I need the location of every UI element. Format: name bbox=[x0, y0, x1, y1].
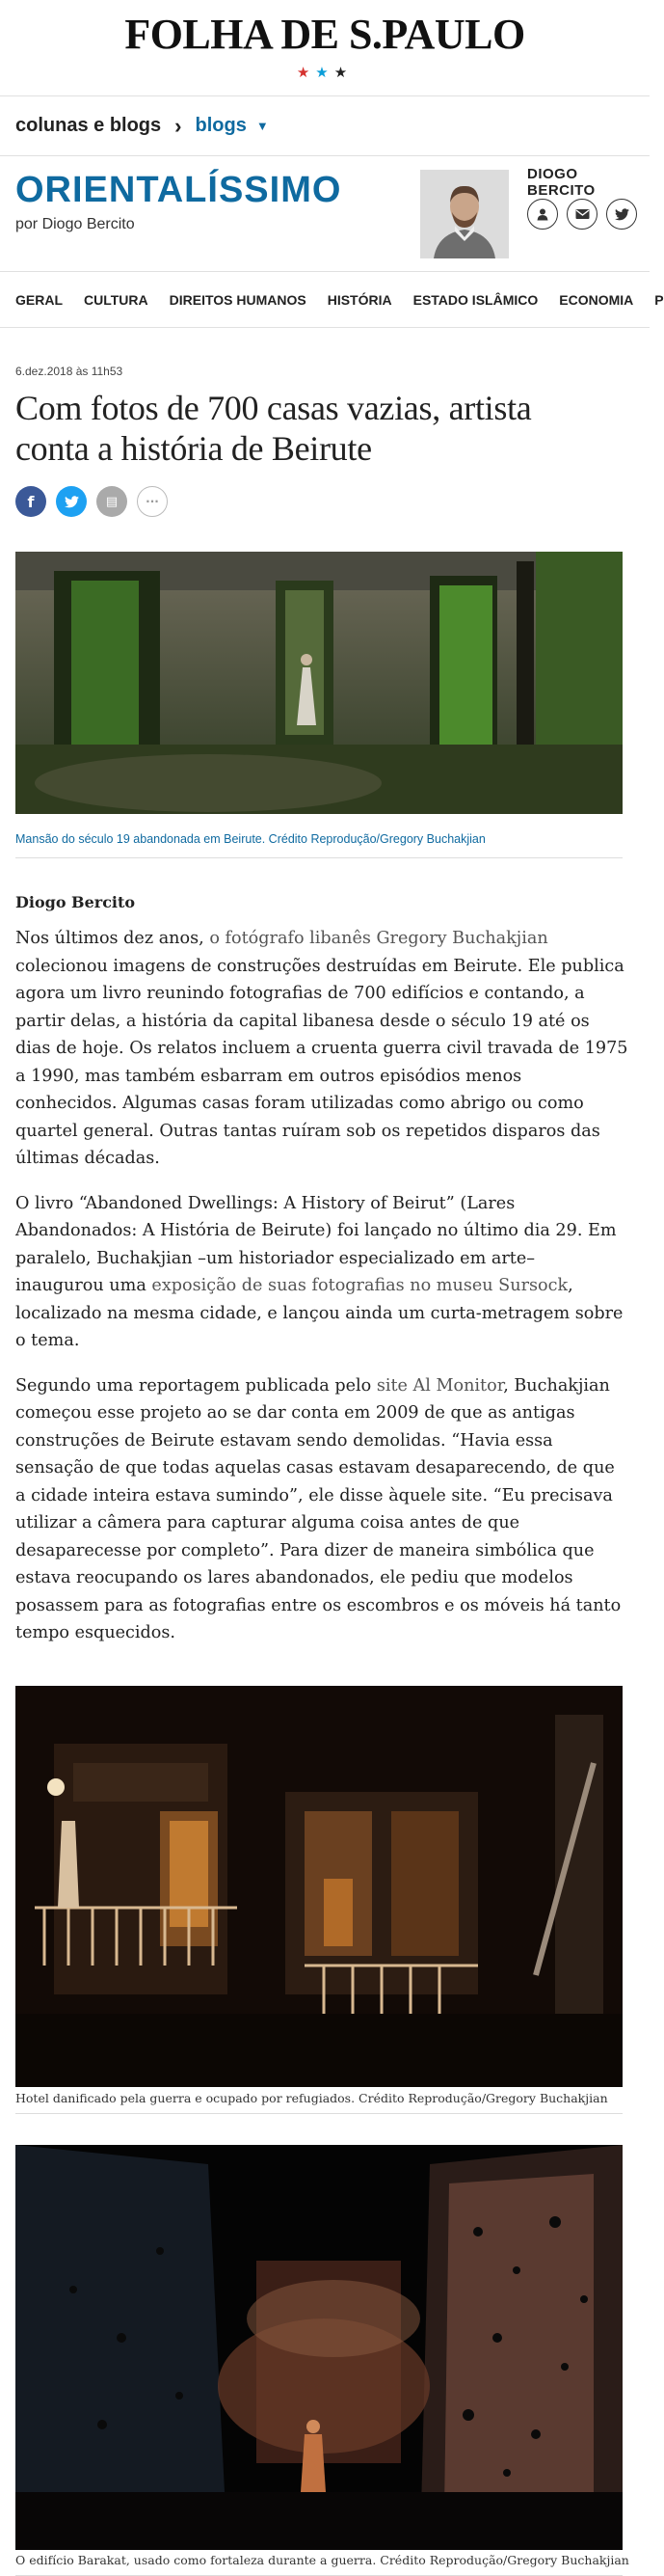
caret-down-icon[interactable]: ▼ bbox=[255, 119, 269, 133]
facebook-icon: f bbox=[27, 492, 35, 511]
article-photo-barakat-building[interactable] bbox=[15, 2145, 623, 2550]
blog-byline: por Diogo Bercito bbox=[15, 216, 135, 232]
more-icon: ··· bbox=[146, 495, 159, 508]
photographer-link[interactable]: o fotógrafo libanês Gregory Buchakjian bbox=[209, 929, 548, 948]
twitter-icon bbox=[65, 496, 79, 508]
logo-stars bbox=[0, 64, 650, 81]
paragraph-text: O livro “Abandoned Dwellings: A History of Beirut” (Lares Abandonados: A História de Beirute) foi lançado no último dia 29. Em paralelo, Buchakjian –um historiador especializado em arte– inaugurou uma bbox=[15, 1193, 617, 1295]
star-icon: ★ bbox=[315, 64, 334, 81]
article-headline: Com fotos de 700 casas vazias, artista conta a história de Beirute bbox=[15, 389, 532, 468]
site-logo[interactable]: FOLHA DE S.PAULO bbox=[124, 11, 525, 58]
al-monitor-link[interactable]: site Al Monitor bbox=[376, 1375, 504, 1396]
photo-caption: O edifício Barakat, usado como fortaleza durante a guerra. Crédito Reprodução/Gregory Buchakjian bbox=[15, 2552, 629, 2567]
user-icon bbox=[536, 207, 549, 221]
share-twitter-button[interactable] bbox=[56, 486, 87, 517]
share-bar bbox=[15, 486, 634, 517]
breadcrumb-current-dropdown[interactable]: blogs bbox=[195, 115, 247, 136]
nav-item-direitos-humanos[interactable]: DIREITOS HUMANOS bbox=[169, 291, 306, 308]
section-nav bbox=[0, 272, 664, 328]
publish-date: 6.dez.2018 às 11h53 bbox=[15, 365, 123, 378]
author-name: DIOGO BERCITO bbox=[527, 166, 596, 199]
exhibition-link[interactable]: exposição de suas fotografias no museu Sursock bbox=[151, 1276, 569, 1295]
email-button[interactable] bbox=[567, 199, 598, 230]
twitter-icon bbox=[615, 208, 629, 221]
author-avatar bbox=[420, 170, 509, 258]
twitter-button[interactable] bbox=[606, 199, 637, 230]
chevron-right-icon: › bbox=[174, 113, 182, 138]
article-paragraph bbox=[15, 1372, 628, 1647]
star-icon: ★ bbox=[296, 64, 316, 81]
nav-item-estado-islamico[interactable]: ESTADO ISLÂMICO bbox=[412, 291, 539, 308]
article-paragraph bbox=[15, 1190, 628, 1355]
article bbox=[0, 365, 650, 2576]
nav-item-economia[interactable]: ECONOMIA bbox=[559, 291, 634, 308]
caption-divider bbox=[15, 2575, 623, 2576]
photo-caption: Hotel danificado pela guerra e ocupado por refugiados. Crédito Reprodução/Gregory Buchakjian bbox=[15, 2090, 608, 2105]
article-photo-abandoned-mansion[interactable] bbox=[15, 552, 623, 814]
paragraph-text: , Buchakjian começou esse projeto ao se dar conta em 2009 de que as antigas construções de Beirute estavam sendo demolidas. “Havia essa sensação de que todas aquelas casas estavam desaparecendo, de que a cidade inteira estava sumindo”, ele disse àquele site. “Eu precisava utilizar a câmera para capturar alguma coisa antes de que desaparecesse por completo”. Para dizer de maneira simbólica que estava reocupando os lares abandonados, ele pediu que modelos posassem para as fotografias entre os escombros e os móveis há tanto tempo esquecidos. bbox=[15, 1375, 622, 1642]
breadcrumb bbox=[0, 96, 650, 156]
share-comment-button[interactable] bbox=[96, 486, 127, 517]
caption-divider bbox=[15, 2113, 623, 2114]
share-more-button[interactable] bbox=[137, 486, 168, 517]
comment-icon: ▤ bbox=[105, 494, 119, 509]
blog-title[interactable]: ORIENTALÍSSIMO bbox=[15, 170, 342, 210]
profile-button[interactable] bbox=[527, 199, 558, 230]
nav-item-cultura[interactable]: CULTURA bbox=[84, 291, 148, 308]
caption-divider bbox=[15, 857, 623, 858]
paragraph-text: , localizado na mesma cidade, e lançou ainda um curta-metragem sobre o tema. bbox=[15, 1276, 624, 1350]
article-author: Diogo Bercito bbox=[15, 893, 136, 911]
share-facebook-button[interactable] bbox=[15, 486, 46, 517]
article-paragraph bbox=[15, 925, 628, 1173]
nav-item-historia[interactable]: HISTÓRIA bbox=[327, 291, 392, 308]
article-photo-damaged-hotel[interactable] bbox=[15, 1686, 623, 2087]
paragraph-text: Nos últimos dez anos, bbox=[15, 929, 210, 948]
envelope-icon bbox=[575, 208, 590, 220]
breadcrumb-parent-link[interactable]: colunas e blogs bbox=[15, 115, 162, 136]
nav-item-geral[interactable]: GERAL bbox=[15, 291, 63, 308]
paragraph-text: Segundo uma reportagem publicada pelo bbox=[15, 1375, 377, 1396]
photo-caption: Mansão do século 19 abandonada em Beirute. Crédito Reprodução/Gregory Buchakjian bbox=[15, 832, 486, 846]
paragraph-text: colecionou imagens de construções destruídas em Beirute. Ele publica agora um livro reunindo fotografias de 700 edifícios e contando, a partir delas, a história da capital libanesa desde o século 19 até os dias de hoje. Os relatos incluem a cruenta guerra civil travada de 1975 a 1990, mas também esbarram em outros episódios menos conhecidos. Algumas casas foram utilizadas como abrigo ou como quartel general. Outras tantas ruíram sob os repetidos disparos das últimas décadas. bbox=[15, 956, 628, 1168]
author-social-links bbox=[527, 199, 637, 230]
blog-header bbox=[0, 156, 650, 272]
masthead bbox=[0, 0, 650, 96]
star-icon: ★ bbox=[333, 64, 354, 81]
nav-item-overflow[interactable]: P bbox=[654, 291, 664, 308]
